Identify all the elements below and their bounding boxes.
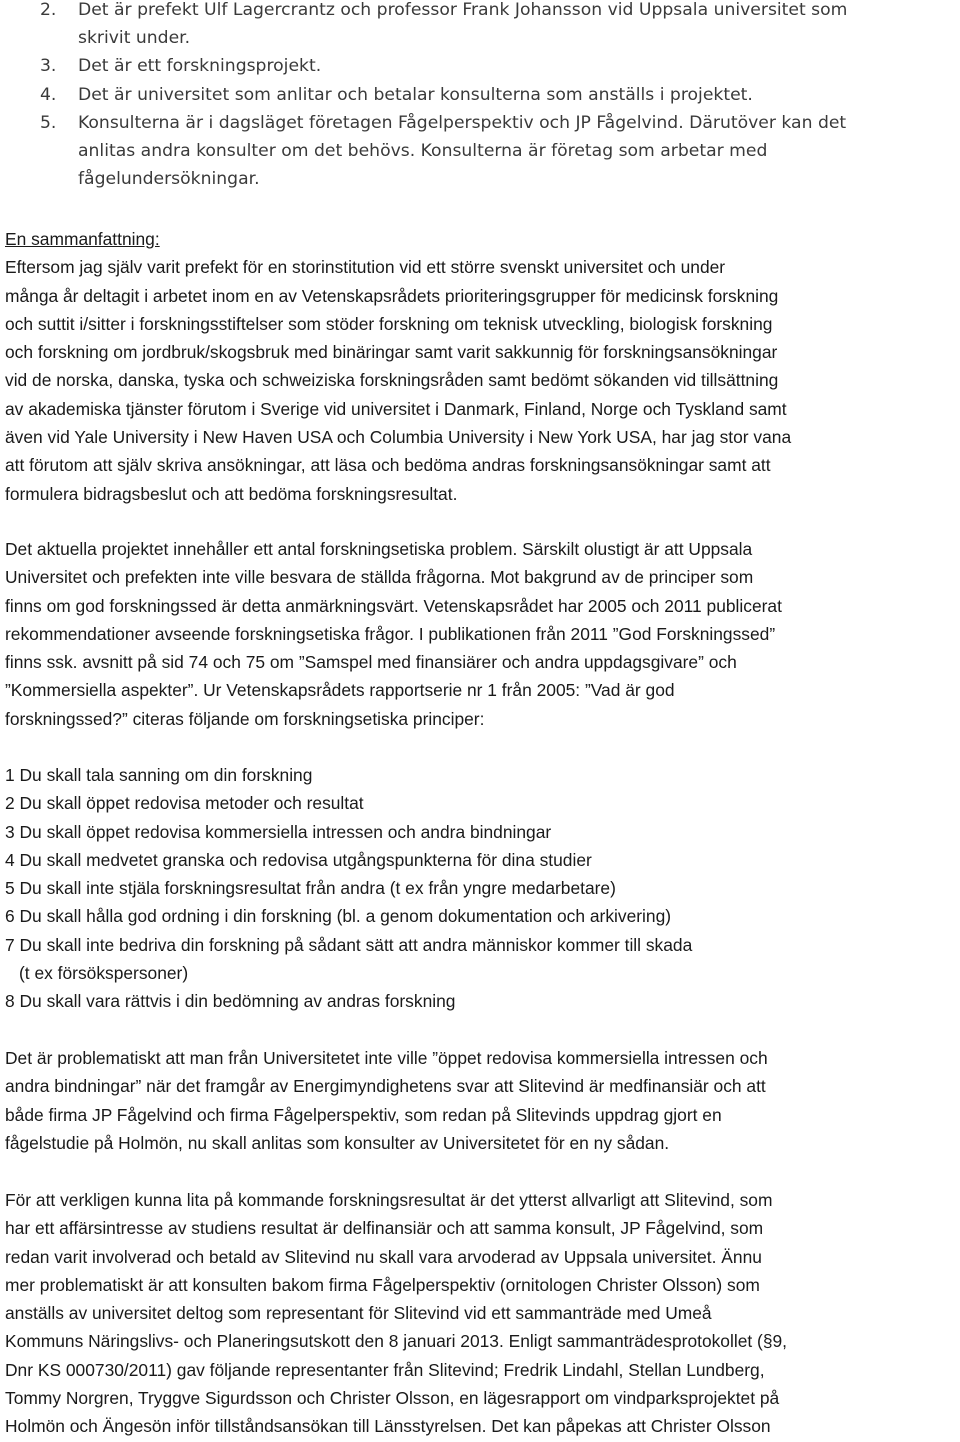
principle-item: 6 Du skall hålla god ordning i din forskning (bl. a genom dokumentation och arkivering) bbox=[5, 906, 672, 927]
paragraph-line: formulera bidragsbeslut och att bedöma forskningsresultat. bbox=[5, 483, 458, 504]
paragraph-line: och suttit i/sitter i forskningsstiftelser som stöder forskning om teknisk utveckling, biologisk forskning bbox=[5, 313, 773, 334]
paragraph-line: många år deltagit i arbetet inom en av Vetenskapsrådets prioriteringsgrupper för medicinsk forskning bbox=[5, 285, 779, 306]
paragraph-line: att förutom att själv skriva ansökningar, att läsa och bedöma andras forskningsansökningar samt att bbox=[5, 455, 771, 476]
principle-item: 8 Du skall vara rättvis i din bedömning av andras forskning bbox=[5, 991, 456, 1012]
paragraph-line: redan varit involverad och betald av Slitevind nu skall vara arvoderad av Uppsala universitet. Ännu bbox=[5, 1246, 762, 1267]
paragraph-line: ”Kommersiella aspekter”. Ur Vetenskapsrådets rapportserie nr 1 från 2005: ”Vad är god bbox=[5, 680, 675, 701]
list-text-line: anlitas andra konsulter om det behövs. Konsulterna är företag som arbetar med bbox=[78, 141, 768, 162]
list-text-line: fågelundersökningar. bbox=[78, 169, 260, 190]
section-heading: En sammanfattning: bbox=[5, 229, 160, 249]
paragraph-line: Tommy Norgren, Tryggve Sigurdsson och Christer Olsson, en lägesrapport om vindparksprojektet på bbox=[5, 1388, 780, 1409]
paragraph-line: andra bindningar” när det framgår av Energimyndighetens svar att Slitevind är medfinansiär och att bbox=[5, 1076, 766, 1097]
paragraph-line: anställs av universitet deltog som representant för Slitevind vid ett sammanträde med Umeå bbox=[5, 1303, 712, 1324]
paragraph-line: Eftersom jag själv varit prefekt för en storinstitution vid ett större svenskt universitet och under bbox=[5, 257, 726, 278]
principle-item-continuation: (t ex försökspersoner) bbox=[19, 963, 189, 984]
paragraph-line: Universitet och prefekten inte ville besvara de ställda frågorna. Mot bakgrund av de principer som bbox=[5, 567, 754, 588]
paragraph-line: Det är problematiskt att man från Universitetet inte ville ”öppet redovisa kommersiella intressen och bbox=[5, 1048, 768, 1068]
list-item bbox=[0, 109, 960, 194]
list-item bbox=[0, 81, 960, 109]
paragraph-line: Kommuns Näringslivs- och Planeringsutskott den 8 januari 2013. Enligt sammanträdesprotokollet (§9, bbox=[5, 1331, 788, 1352]
principle-item: 5 Du skall inte stjäla forskningsresultat från andra (t ex från yngre medarbetare) bbox=[5, 878, 616, 899]
paragraph-line: vid de norska, danska, tyska och schweiziska forskningsråden samt bedömt sökanden vid tillsättning bbox=[5, 370, 779, 391]
list-number: 4. bbox=[40, 84, 57, 105]
paragraph-line: Dnr KS 000730/2011) gav följande representanter från Slitevind; Fredrik Lindahl, Stellan Lundberg, bbox=[5, 1359, 765, 1380]
paragraph-line: både firma JP Fågelvind och firma Fågelperspektiv, som redan på Slitevinds uppdrag gjort en bbox=[5, 1104, 722, 1125]
paragraph-line: har ett affärsintresse av studiens resultat är delfinansiär och att samma konsult, JP Fågelvind, som bbox=[5, 1218, 764, 1239]
paragraph-line: av akademiska tjänster förutom i Sverige vid universitet i Danmark, Finland, Norge och Tyskland samt bbox=[5, 398, 787, 419]
paragraph-line: För att verkligen kunna lita på kommande forskningsresultat är det ytterst allvarligt att Slitevind, som bbox=[5, 1190, 773, 1210]
paragraph-line: mer problematiskt är att konsulten bakom firma Fågelperspektiv (ornitologen Christer Olsson) som bbox=[5, 1274, 760, 1295]
paragraph-line: och forskning om jordbruk/skogsbruk med binäringar samt varit sakkunnig för forskningsansökningar bbox=[5, 342, 778, 363]
list-text-line: skrivit under. bbox=[78, 28, 191, 49]
principle-item: 1 Du skall tala sanning om din forskning bbox=[5, 765, 313, 785]
list-item bbox=[0, 0, 960, 52]
list-item bbox=[0, 52, 960, 80]
paragraph-line: fågelstudie på Holmön, nu skall anlitas som konsulter av Universitetet för en ny sådan. bbox=[5, 1132, 670, 1153]
principle-item: 4 Du skall medvetet granska och redovisa utgångspunkterna för dina studier bbox=[5, 849, 592, 870]
paragraph-project bbox=[5, 535, 960, 733]
paragraph-line: även vid Yale University i New Haven USA och Columbia University i New York USA, har jag stor vana bbox=[5, 427, 792, 448]
list-text-line: Det är ett forskningsprojekt. bbox=[78, 56, 322, 77]
paragraph-line: rekommendationer avseende forskningsetiska frågor. I publikationen från 2011 ”God Forskningssed” bbox=[5, 623, 776, 644]
paragraph-line: finns ssk. avsnitt på sid 74 och 75 om ”Samspel med finansiärer och andra uppdagsgivare” och bbox=[5, 652, 737, 673]
paragraph-problem bbox=[5, 1044, 960, 1157]
list-text-line: Det är prefekt Ulf Lagercrantz och professor Frank Johansson vid Uppsala universitet som bbox=[78, 0, 848, 20]
list-number: 5. bbox=[40, 112, 57, 133]
principle-item: 3 Du skall öppet redovisa kommersiella intressen och andra bindningar bbox=[5, 821, 552, 842]
principles-list bbox=[5, 761, 960, 1016]
paragraph-trust bbox=[5, 1186, 960, 1441]
list-text-line: Det är universitet som anlitar och betalar konsulterna som anställs i projektet. bbox=[78, 84, 753, 105]
paragraph-line: Holmön och Ängesön inför tillståndsansökan till Länsstyrelsen. Det kan påpekas att Christer Olsson bbox=[5, 1416, 771, 1437]
numbered-list bbox=[0, 0, 960, 193]
list-number: 3. bbox=[40, 56, 57, 77]
paragraph-line: Det aktuella projektet innehåller ett antal forskningsetiska problem. Särskilt olustigt är att Uppsala bbox=[5, 539, 753, 559]
paragraph-line: forskningssed?” citeras följande om forskningsetiska principer: bbox=[5, 708, 485, 729]
paragraph-line: finns om god forskningssed är detta anmärkningsvärt. Vetenskapsrådet har 2005 och 2011 publicerat bbox=[5, 595, 782, 616]
summary-section bbox=[5, 225, 960, 508]
list-number: 2. bbox=[40, 0, 57, 20]
list-text-line: Konsulterna är i dagsläget företagen Fågelperspektiv och JP Fågelvind. Därutöver kan det bbox=[78, 112, 847, 133]
principle-item: 7 Du skall inte bedriva din forskning på sådant sätt att andra människor kommer till skada bbox=[5, 934, 693, 955]
principle-item: 2 Du skall öppet redovisa metoder och resultat bbox=[5, 793, 364, 814]
